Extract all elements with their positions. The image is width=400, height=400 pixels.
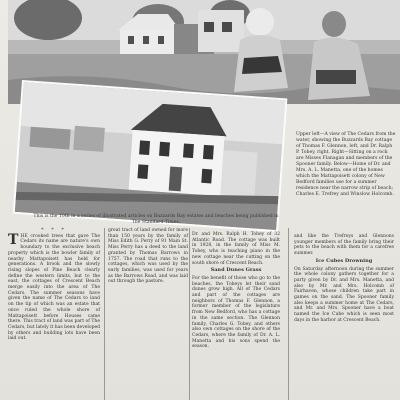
subhead: Sand Dunes Grass [210, 267, 262, 274]
house-photo-illustration [15, 82, 285, 230]
article-column-3 [192, 232, 280, 350]
column-text: great tract of land owned for more than 150 years by the family of Miss Edith G. Perry of 91 Main St. Miss Perry has a deed to the land granted by Thomas Barrows in 1757. The road that runs to the cottages, which was used by the early families, was used for years as the Barrows Road, and was laid out through the pasture. [108, 228, 188, 285]
article-column-4 [294, 234, 394, 324]
drop-cap: T [8, 231, 19, 248]
column-text: For the benefit of those who go to the beaches, the Tobeys let their sand dunes grow high. All of The Cedars and part of the cottages are neighbors of Thomas F. Glennon, a former member of the legislature from New Bedford, who has a cottage in the same section. The Glennon family, Charles G. Tobey, and others also own cottages on the shore of the Cedars, where the family of Dr. A. L. Manetta and his sons spend the season. [192, 275, 280, 350]
series-note: This is the 10th in a series of illustrated articles on Buzzards Bay estates and beaches being published in The Standard-Times. [33, 214, 279, 225]
column-rule [189, 228, 190, 400]
column-rule [288, 228, 289, 400]
subhead: Ice Cubes Drowning [315, 257, 373, 264]
article-column-2 [108, 228, 188, 285]
column-rule [104, 228, 105, 400]
house-photo [13, 80, 288, 232]
article-column-1 [8, 228, 100, 342]
column-text: HE crooked trees that gave The Cedars its name are nature's own boundary to the exclusive beach property which is the bowler family of nearby Mattapoisett has held for generations. A brook and the slowly rising slopes of Pine Beach clearly define the western limits, but to the east, the cottages of Crescent Beach merge easily into the area of The Cedars. The summer seasons have given the name of The Cedars to land on the tip of which was an estate that once ruled the whole shore of Mattapoisett before Houses came there. This tract of land was part of The Cedars, but lately it has been developed by others and building lots have been laid out. [8, 233, 100, 342]
column-text: Dr. and Mrs. Ralph H. Tobey of 32 Atlantic Road. The cottage was built in 1928, in the family of Miss M. Tobey, who is teaching piano in the new cottage near the cutting on the south shore of Crescent Beach. [192, 232, 280, 266]
section-stars: * * * [41, 227, 67, 233]
column-text: and like the Trefreys and Glennons younger members of the family bring their pets to the beach with them for a carefree summer. [294, 234, 394, 257]
column-text: On Saturday afternoon during the summer the whole colony gathers together for a party given by Dr. and Mrs. Manetta, and also by Mr. and Mrs. Holcomb of Fairhaven, whose children take part in games on the sand. The Spooner family also keeps a summer home at The Cedars, and Mr. and Mrs. Spooner have a boat named the Ice Cube which is seen most days in the harbor at Crescent Beach. [294, 266, 394, 323]
photo-caption: Upper left—A view of The Cedars from the water, showing the Buzzards Bay cottage of Thomas F. Glennon, left, and Dr. Ralph P. Tobey, right. Right—Sitting on a rock are Misses Flanagan and members of the Spooner family. Below—Home of Dr. and Mrs. A. L. Manetta, one of the homes which the Mattapoisett colony of New Bedford families use for a summer residence near the narrow strip of beach; Charles E. Trefrey and Winslow Holcomb. [296, 132, 396, 197]
